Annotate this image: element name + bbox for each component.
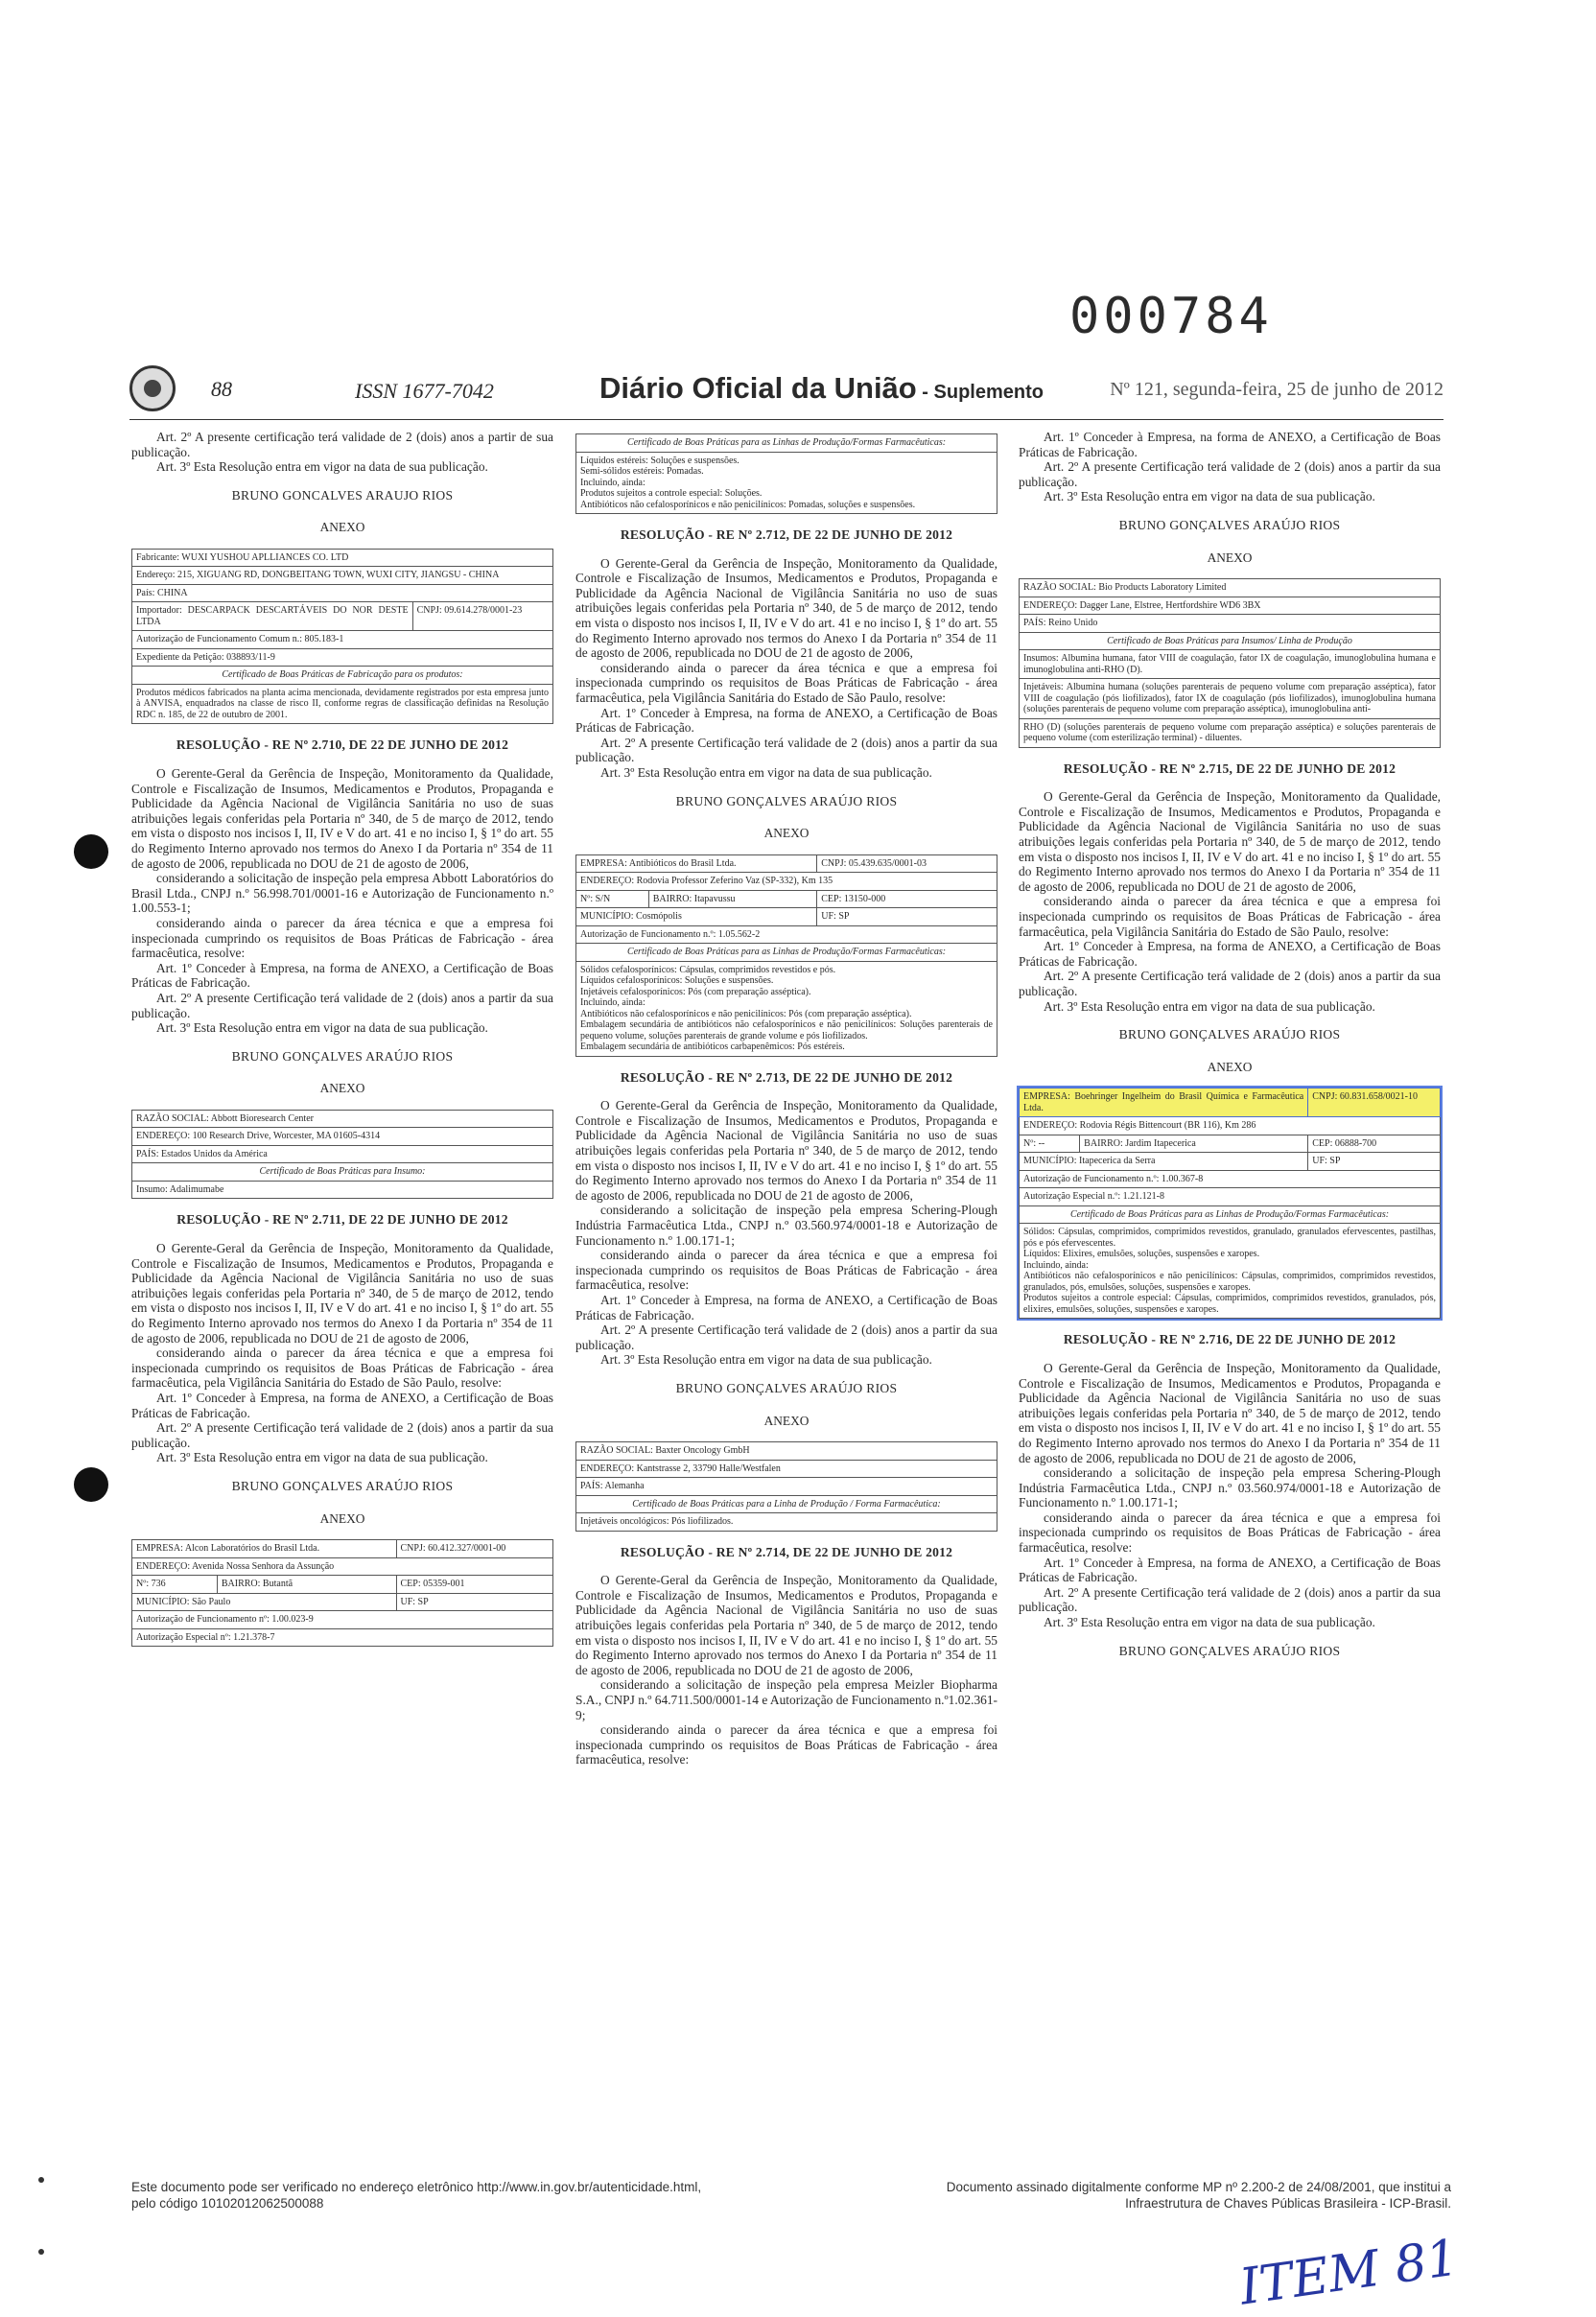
paragraph: Art. 2º A presente Certificação terá validade de 2 (dois) anos a partir da sua publicação.: [131, 990, 553, 1020]
paragraph: Art. 3º Esta Resolução entra em vigor na data de sua publicação.: [156, 1020, 488, 1036]
table-cell: Nº: S/N: [576, 890, 649, 908]
annex-table: [575, 433, 998, 514]
annex-heading: ANEXO: [319, 1081, 365, 1096]
table-cell: Autorização Especial n.º: 1.21.121-8: [1020, 1188, 1441, 1206]
table-cell: BAIRRO: Butantã: [217, 1576, 396, 1594]
table-cell: PAÍS: Estados Unidos da América: [132, 1145, 553, 1163]
paragraph: considerando ainda o parecer da área técnica e que a empresa foi inspecionada cumprindo os requisitos de Boas Práticas de Fabricação - área farmacêutica, pela Vigilância Sanitária do Estado de São Paulo, resolve:: [1019, 894, 1441, 939]
table-cell: ENDEREÇO: Rodovia Régis Bittencourt (BR 116), Km 286: [1020, 1117, 1441, 1135]
table-cell: RHO (D) (soluções parenterais de pequeno volume com preparação asséptica) e soluções parenterais de pequeno volume (com esterilização terminal) - diluentes.: [1020, 718, 1441, 747]
page-header: [129, 371, 1443, 420]
table-cell: CNPJ: 05.439.635/0001-03: [817, 854, 998, 873]
annex-table: [575, 1441, 998, 1532]
paragraph: O Gerente-Geral da Gerência de Inspeção, Monitoramento da Qualidade, Controle e Fiscalização de Insumos, Medicamentos e Produtos, Propaganda e Publicidade da Agência Nacional de Vigilância Sanitária no uso de suas atribuições legais conferidas pela Portaria nº 340, de 5 de março de 2012, tendo em vista o disposto nos incisos I, II, IV e V do art. 41 e no inciso I, § 1º do art. 55 do Regimento Interno aprovado nos termos do Anexo I da Portaria nº 354 de 11 de agosto de 2006, republicada no DOU de 21 de agosto de 2006,: [131, 766, 553, 871]
table-cell: Certificado de Boas Práticas para a Linha de Produção / Forma Farmacêutica:: [576, 1495, 998, 1513]
table-cell: Certificado de Boas Práticas para as Linhas de Produção/Formas Farmacêuticas:: [1020, 1205, 1441, 1224]
table-line: Antibióticos não cefalosporínicos e não penicilínicos: Pós (com preparação asséptica).: [580, 1008, 912, 1019]
table-cell: ENDEREÇO: Dagger Lane, Elstree, Hertfordshire WD6 3BX: [1020, 597, 1441, 615]
paragraph: O Gerente-Geral da Gerência de Inspeção, Monitoramento da Qualidade, Controle e Fiscalização de Insumos, Medicamentos e Produtos, Propaganda e Publicidade da Agência Nacional de Vigilância Sanitária no uso de suas atribuições legais conferidas pela Portaria nº 340, de 5 de março de 2012, tendo em vista o disposto nos incisos I, II, IV e V do art. 41 e no inciso I, § 1º do art. 55 do Regimento Interno aprovado nos termos do Anexo I da Portaria nº 354 de 11 de agosto de 2006, republicada no DOU de 21 de agosto de 2006,: [1019, 1360, 1441, 1465]
paragraph: considerando ainda o parecer da área técnica e que a empresa foi inspecionada cumprindo os requisitos de Boas Práticas de Fabricação - área farmacêutica, resolve:: [575, 1722, 998, 1767]
table-cell: Autorização de Funcionamento n.º: 1.00.367-8: [1020, 1170, 1441, 1188]
table-line: Antibióticos não cefalosporínicos e não penicilínicos: Cápsulas, comprimidos, comprimidos revestidos, granulados, pós, emulsões, soluções, suspensões e xaropes.: [1023, 1271, 1436, 1293]
table-cell: CEP: 05359-001: [396, 1576, 553, 1594]
table-cell: Endereço: 215, XIGUANG RD, DONGBEITANG TOWN, WUXI CITY, JIANGSU - CHINA: [132, 567, 553, 585]
paragraph: Art. 3º Esta Resolução entra em vigor na data de sua publicação.: [600, 1352, 932, 1368]
paragraph: considerando ainda o parecer da área técnica e que a empresa foi inspecionada cumprindo os requisitos de Boas Práticas de Fabricação - área farmacêutica, resolve:: [1019, 1510, 1441, 1556]
table-cell: BAIRRO: Jardim Itapecerica: [1080, 1135, 1308, 1153]
table-line: Incluindo, ainda:: [1023, 1259, 1089, 1271]
paragraph: Art. 2º A presente certificação terá validade de 2 (dois) anos a partir de sua publicação.: [131, 430, 553, 459]
table-cell: ENDEREÇO: Avenida Nossa Senhora da Assunção: [132, 1557, 553, 1576]
verification-note: Este documento pode ser verificado no endereço eletrônico http://www.in.gov.br/autenticidade.html, pelo código 10102012062500088: [131, 2180, 702, 2211]
table-cell: Autorização de Funcionamento nº: 1.00.023-9: [132, 1611, 553, 1629]
column-2: [575, 430, 998, 1767]
paragraph: Art. 3º Esta Resolução entra em vigor na data de sua publicação.: [156, 459, 488, 475]
table-cell: EMPRESA: Antibióticos do Brasil Ltda.: [576, 854, 817, 873]
table-cell: CEP: 06888-700: [1308, 1135, 1441, 1153]
resolution-title: RESOLUÇÃO - RE Nº 2.710, DE 22 DE JUNHO DE 2012: [176, 737, 509, 753]
table-cell: [576, 961, 998, 1056]
annex-table: [1019, 578, 1441, 748]
punch-hole: [74, 834, 108, 869]
paragraph: Art. 2º A presente Certificação terá validade de 2 (dois) anos a partir da sua publicação.: [575, 1322, 998, 1352]
table-line: Incluindo, ainda:: [580, 477, 645, 488]
table-cell: Nº: --: [1020, 1135, 1080, 1153]
table-cell: CEP: 13150-000: [817, 890, 998, 908]
table-cell: Injetáveis oncológicos: Pós liofilizados.: [576, 1513, 998, 1532]
digital-signature-note: Documento assinado digitalmente conforme MP nº 2.200-2 de 24/08/2001, que institui a Infraestrutura de Chaves Públicas Brasileira - ICP-Brasil.: [946, 2180, 1451, 2211]
coat-of-arms-icon: [129, 365, 176, 411]
publication-title: [599, 371, 1044, 406]
table-cell: ENDEREÇO: 100 Research Drive, Worcester, MA 01605-4314: [132, 1128, 553, 1146]
title-supplement: - Suplemento: [916, 382, 1044, 403]
paragraph: Art. 2º A presente Certificação terá validade de 2 (dois) anos a partir da sua publicação.: [1019, 1584, 1441, 1615]
paragraph: Art. 3º Esta Resolução entra em vigor na data de sua publicação.: [600, 764, 932, 780]
table-cell: Certificado de Boas Práticas para Insumos/ Linha de Produção: [1020, 632, 1441, 650]
table-cell: EMPRESA: Boehringer Ingelheim do Brasil Química e Farmacêutica Ltda.: [1020, 1088, 1308, 1117]
table-line: Embalagem secundária de antibióticos carbapenêmicos: Pós estéreis.: [580, 1041, 845, 1053]
paragraph: Art. 2º A presente Certificação terá validade de 2 (dois) anos a partir da sua publicação.: [575, 735, 998, 765]
table-cell: MUNICÍPIO: Cosmópolis: [576, 908, 817, 926]
paragraph: considerando ainda o parecer da área técnica e que a empresa foi inspecionada cumprindo os requisitos de Boas Práticas de Fabricação - área farmacêutica, resolve:: [131, 916, 553, 961]
paragraph: Art. 2º A presente Certificação terá validade de 2 (dois) anos a partir da sua publicação.: [1019, 969, 1441, 998]
signature: BRUNO GONÇALVES ARAÚJO RIOS: [675, 793, 898, 808]
table-cell: Autorização de Funcionamento n.º: 1.05.562-2: [576, 925, 998, 944]
table-cell: PAÍS: Reino Unido: [1020, 615, 1441, 633]
annex-heading: ANEXO: [763, 826, 810, 841]
table-cell: PAÍS: Alemanha: [576, 1478, 998, 1496]
table-line: Sólidos cefalosporínicos: Cápsulas, comprimidos revestidos e pós.: [580, 964, 836, 975]
table-cell: Certificado de Boas Práticas para as Linhas de Produção/Formas Farmacêuticas:: [576, 944, 998, 962]
page-number: 88: [211, 377, 232, 401]
title-main: Diário Oficial da União: [599, 371, 917, 405]
issue-date: Nº 121, segunda-feira, 25 de junho de 2012: [1110, 379, 1443, 400]
table-line: Líquidos cefalosporínicos: Soluções e suspensões.: [580, 975, 774, 987]
annex-table: [131, 1110, 553, 1200]
resolution-title: RESOLUÇÃO - RE Nº 2.716, DE 22 DE JUNHO DE 2012: [1063, 1332, 1396, 1347]
signature: BRUNO GONÇALVES ARAÚJO RIOS: [231, 1478, 454, 1493]
table-cell: Insumo: Adalimumabe: [132, 1181, 553, 1199]
table-cell: Importador: DESCARPACK DESCARTÁVEIS DO NOR DESTE LTDA: [132, 602, 413, 631]
paragraph: Art. 3º Esta Resolução entra em vigor na data de sua publicação.: [1044, 1615, 1375, 1630]
annex-heading: ANEXO: [319, 520, 365, 535]
table-line: Antibióticos não cefalosporínicos e não penicilínicos: Pomadas, soluções e suspensões.: [580, 499, 916, 510]
table-cell: MUNICÍPIO: São Paulo: [132, 1593, 397, 1611]
resolution-title: RESOLUÇÃO - RE Nº 2.711, DE 22 DE JUNHO DE 2012: [176, 1212, 508, 1228]
table-cell: EMPRESA: Alcon Laboratórios do Brasil Ltda.: [132, 1540, 397, 1558]
table-cell: Certificado de Boas Práticas de Fabricação para os produtos:: [132, 667, 553, 685]
table-cell: RAZÃO SOCIAL: Baxter Oncology GmbH: [576, 1442, 998, 1461]
paragraph: Art. 1º Conceder à Empresa, na forma de ANEXO, a Certificação de Boas Práticas de Fabricação.: [1019, 939, 1441, 969]
handwritten-annotation: ITEM 81: [1235, 2229, 1463, 2317]
resolution-title: RESOLUÇÃO - RE Nº 2.713, DE 22 DE JUNHO DE 2012: [620, 1069, 953, 1085]
paragraph: considerando ainda o parecer da área técnica e que a empresa foi inspecionada cumprindo os requisitos de Boas Práticas de Fabricação - área farmacêutica, pela Vigilância Sanitária do Estado de São Paulo, resolve:: [131, 1346, 553, 1391]
table-line: Produtos sujeitos a controle especial: Cápsulas, comprimidos, comprimidos revestidos, granulados, pós, elixires, emulsões, soluções, suspensões e xaropes.: [1023, 1293, 1436, 1315]
paragraph: O Gerente-Geral da Gerência de Inspeção, Monitoramento da Qualidade, Controle e Fiscalização de Insumos, Medicamentos e Produtos, Propaganda e Publicidade da Agência Nacional de Vigilância Sanitária no uso de suas atribuições legais conferidas pela Portaria nº 340, de 5 de março de 2012, tendo em vista o disposto nos incisos I, II, IV e V do art. 41 e no inciso I, § 1º do art. 55 do Regimento Interno aprovado nos termos do Anexo I da Portaria nº 354 de 11 de agosto de 2006, republicada no DOU de 21 de agosto de 2006,: [131, 1241, 553, 1346]
scan-speck: [38, 2177, 44, 2183]
paragraph: Art. 1º Conceder à Empresa, na forma de ANEXO, a Certificação de Boas Práticas de Fabricação.: [1019, 430, 1441, 459]
signature: BRUNO GONCALVES ARAUJO RIOS: [231, 487, 454, 503]
table-line: Injetáveis cefalosporínicos: Pós (com preparação asséptica).: [580, 986, 811, 997]
paragraph: Art. 2º A presente Certificação terá validade de 2 (dois) anos a partir da sua publicação.: [131, 1420, 553, 1450]
table-cell: Fabricante: WUXI YUSHOU APLLIANCES CO. LTD: [132, 549, 553, 567]
resolution-title: RESOLUÇÃO - RE Nº 2.715, DE 22 DE JUNHO DE 2012: [1063, 761, 1396, 776]
annex-table: [575, 854, 998, 1057]
annex-table: [131, 1539, 553, 1647]
paragraph: Art. 3º Esta Resolução entra em vigor na data de sua publicação.: [1044, 998, 1375, 1014]
signature: BRUNO GONÇALVES ARAÚJO RIOS: [231, 1048, 454, 1064]
table-cell: Injetáveis: Albumina humana (soluções parenterais de pequeno volume com preparação asséptica), fator VIII de coagulação (pós liofilizados), fator IX de coagulação (pós liofilizados), imunoglobulina humana (soluções parenterais de pequeno volume com preparação asséptica), imunoglobulina anti-: [1020, 679, 1441, 719]
resolution-title: RESOLUÇÃO - RE Nº 2.714, DE 22 DE JUNHO DE 2012: [620, 1544, 953, 1559]
annex-table-highlighted: [1019, 1088, 1441, 1319]
paragraph: Art. 3º Esta Resolução entra em vigor na data de sua publicação.: [1044, 489, 1375, 504]
paragraph: Art. 2º A presente Certificação terá validade de 2 (dois) anos a partir da sua publicação.: [1019, 459, 1441, 489]
signature: BRUNO GONÇALVES ARAÚJO RIOS: [1118, 517, 1341, 532]
annex-heading: ANEXO: [763, 1413, 810, 1428]
table-cell: ENDEREÇO: Kantstrasse 2, 33790 Halle/Westfalen: [576, 1460, 998, 1478]
table-cell: Certificado de Boas Práticas para Insumo:: [132, 1163, 553, 1182]
annex-heading: ANEXO: [319, 1510, 365, 1526]
table-cell: Nº: 736: [132, 1576, 218, 1594]
punch-hole: [74, 1467, 108, 1502]
resolution-title: RESOLUÇÃO - RE Nº 2.712, DE 22 DE JUNHO DE 2012: [620, 527, 953, 542]
table-cell: Autorização Especial nº: 1.21.378-7: [132, 1628, 553, 1647]
scan-speck: [38, 2249, 44, 2255]
table-cell: ENDEREÇO: Rodovia Professor Zeferino Vaz (SP-332), Km 135: [576, 873, 998, 891]
signature: BRUNO GONÇALVES ARAÚJO RIOS: [1118, 1643, 1341, 1658]
table-line: Semi-sólidos estéreis: Pomadas.: [580, 466, 704, 477]
paragraph: Art. 3º Esta Resolução entra em vigor na data de sua publicação.: [156, 1450, 488, 1465]
annex-table: [131, 549, 553, 725]
table-cell: Certificado de Boas Práticas para as Linhas de Produção/Formas Farmacêuticas:: [576, 434, 998, 453]
table-cell: CNPJ: 60.412.327/0001-00: [396, 1540, 553, 1558]
table-cell: País: CHINA: [132, 584, 553, 602]
table-cell: RAZÃO SOCIAL: Bio Products Laboratory Limited: [1020, 579, 1441, 597]
paragraph: O Gerente-Geral da Gerência de Inspeção, Monitoramento da Qualidade, Controle e Fiscalização de Insumos, Medicamentos e Produtos, Propaganda e Publicidade da Agência Nacional de Vigilância Sanitária no uso de suas atribuições legais conferidas pela Portaria nº 340, de 5 de março de 2012, tendo em vista o disposto nos incisos I, II, IV e V do art. 41 e no inciso I, § 1º do art. 55 do Regimento Interno aprovado nos termos do Anexo I da Portaria nº 354 de 11 de agosto de 2006, republicada no DOU de 21 de agosto de 2006,: [575, 1573, 998, 1677]
table-cell: UF: SP: [1308, 1153, 1441, 1171]
table-cell: CNPJ: 09.614.278/0001-23: [412, 602, 552, 631]
annex-heading: ANEXO: [1207, 1059, 1253, 1074]
column-1: [131, 430, 553, 1650]
issn: ISSN 1677-7042: [355, 379, 494, 403]
signature: BRUNO GONÇALVES ARAÚJO RIOS: [675, 1380, 898, 1395]
table-cell: UF: SP: [396, 1593, 553, 1611]
table-cell: [1020, 1224, 1441, 1319]
paragraph: considerando a solicitação de inspeção pela empresa Meizler Biopharma S.A., CNPJ n.º 64.711.500/0001-14 e Autorização de Funcionamento n.º1.02.361-9;: [575, 1677, 998, 1722]
paragraph: O Gerente-Geral da Gerência de Inspeção, Monitoramento da Qualidade, Controle e Fiscalização de Insumos, Medicamentos e Produtos, Propaganda e Publicidade da Agência Nacional de Vigilância Sanitária no uso de suas atribuições legais conferidas pela Portaria nº 340, de 5 de março de 2012, tendo em vista o disposto nos incisos I, II, IV e V do art. 41 e no inciso I, § 1º do art. 55 do Regimento Interno aprovado nos termos do Anexo I da Portaria nº 354 de 11 de agosto de 2006, republicada no DOU de 21 de agosto de 2006,: [575, 555, 998, 661]
paragraph: considerando ainda o parecer da área técnica e que a empresa foi inspecionada cumprindo os requisitos de Boas Práticas de Fabricação - área farmacêutica, resolve:: [575, 1248, 998, 1293]
paragraph: Art. 1º Conceder à Empresa, na forma de ANEXO, a Certificação de Boas Práticas de Fabricação.: [1019, 1555, 1441, 1585]
table-line: Incluindo, ainda:: [580, 997, 645, 1009]
table-cell: Expediente da Petição: 038893/11-9: [132, 648, 553, 667]
signature: BRUNO GONÇALVES ARAÚJO RIOS: [1118, 1027, 1341, 1042]
table-line: Embalagem secundária de antibióticos não cefalosporínicos e não penicilínicos: Soluções parenterais de pequeno volume, soluções parenterais de grande volume e pós liofilizados.: [580, 1019, 993, 1041]
table-line: Líquidos: Elixires, emulsões, soluções, suspensões e xaropes.: [1023, 1249, 1260, 1260]
table-cell: BAIRRO: Itapavussu: [648, 890, 817, 908]
table-cell: RAZÃO SOCIAL: Abbott Bioresearch Center: [132, 1110, 553, 1128]
document-stamp-number: 000784: [1069, 288, 1273, 345]
table-line: Produtos sujeitos a controle especial: Soluções.: [580, 488, 763, 499]
table-cell: MUNICÍPIO: Itapecerica da Serra: [1020, 1153, 1308, 1171]
table-cell: [576, 452, 998, 514]
paragraph: considerando a solicitação de inspeção pela empresa Schering-Plough Indústria Farmacêutica Ltda., CNPJ n.º 03.560.974/0001-18 e Autorização de Funcionamento n.º 1.00.171-1;: [1019, 1465, 1441, 1510]
column-3: [1019, 430, 1441, 1672]
paragraph: O Gerente-Geral da Gerência de Inspeção, Monitoramento da Qualidade, Controle e Fiscalização de Insumos, Medicamentos e Produtos, Propaganda e Publicidade da Agência Nacional de Vigilância Sanitária no uso de suas atribuições legais conferidas pela Portaria nº 340, de 5 de março de 2012, tendo em vista o disposto nos incisos I, II, IV e V do art. 41 e no inciso I, § 1º do art. 55 do Regimento Interno aprovado nos termos do Anexo I da Portaria nº 354 de 11 de agosto de 2006, republicada no DOU de 21 de agosto de 2006,: [575, 1098, 998, 1203]
table-line: Sólidos: Cápsulas, comprimidos, comprimidos revestidos, granulado, granulados efervescentes, pastilhas, pós e pós efervescentes.: [1023, 1227, 1436, 1249]
paragraph: O Gerente-Geral da Gerência de Inspeção, Monitoramento da Qualidade, Controle e Fiscalização de Insumos, Medicamentos e Produtos, Propaganda e Publicidade da Agência Nacional de Vigilância Sanitária no uso de suas atribuições legais conferidas pela Portaria nº 340, de 5 de março de 2012, tendo em vista o disposto nos incisos I, II, IV e V do art. 41 e no inciso I, § 1º do art. 55 do Regimento Interno aprovado nos termos do Anexo I da Portaria nº 354 de 11 de agosto de 2006, republicada no DOU de 21 de agosto de 2006,: [1019, 789, 1441, 894]
table-line: Líquidos estéreis: Soluções e suspensões.: [580, 455, 739, 466]
annex-heading: ANEXO: [1207, 550, 1253, 565]
table-cell: Autorização de Funcionamento Comum n.: 805.183-1: [132, 631, 553, 649]
table-cell: CNPJ: 60.831.658/0021-10: [1308, 1088, 1441, 1117]
table-cell: Insumos: Albumina humana, fator VIII de coagulação, fator IX de coagulação, imunoglobulina humana e imunoglobulina anti-RHO (D).: [1020, 650, 1441, 679]
paragraph: Art. 1º Conceder à Empresa, na forma de ANEXO, a Certificação de Boas Práticas de Fabricação.: [575, 1293, 998, 1322]
paragraph: considerando a solicitação de inspeção pela empresa Schering-Plough Indústria Farmacêutica Ltda., CNPJ n.º 03.560.974/0001-18 e Autorização de Funcionamento n.º 1.00.171-1;: [575, 1203, 998, 1248]
table-cell: Produtos médicos fabricados na planta acima mencionada, devidamente registrados por esta empresa junto à ANVISA, enquadrados na classe de risco II, conforme regras de classificação definidas na Resolução RDC n. 185, de 22 de outubro de 2001.: [132, 684, 553, 724]
paragraph: Art. 1º Conceder à Empresa, na forma de ANEXO, a Certificação de Boas Práticas de Fabricação.: [131, 960, 553, 991]
paragraph: considerando a solicitação de inspeção pela empresa Abbott Laboratórios do Brasil Ltda., CNPJ n.º 56.998.701/0001-16 e Autorização de Funcionamento n.º 1.00.553-1;: [131, 871, 553, 916]
table-cell: UF: SP: [817, 908, 998, 926]
paragraph: considerando ainda o parecer da área técnica e que a empresa foi inspecionada cumprindo os requisitos de Boas Práticas de Fabricação - área farmacêutica, pela Vigilância Sanitária do Estado de São Paulo, resolve:: [575, 660, 998, 705]
paragraph: Art. 1º Conceder à Empresa, na forma de ANEXO, a Certificação de Boas Práticas de Fabricação.: [131, 1390, 553, 1420]
paragraph: Art. 1º Conceder à Empresa, na forma de ANEXO, a Certificação de Boas Práticas de Fabricação.: [575, 705, 998, 736]
